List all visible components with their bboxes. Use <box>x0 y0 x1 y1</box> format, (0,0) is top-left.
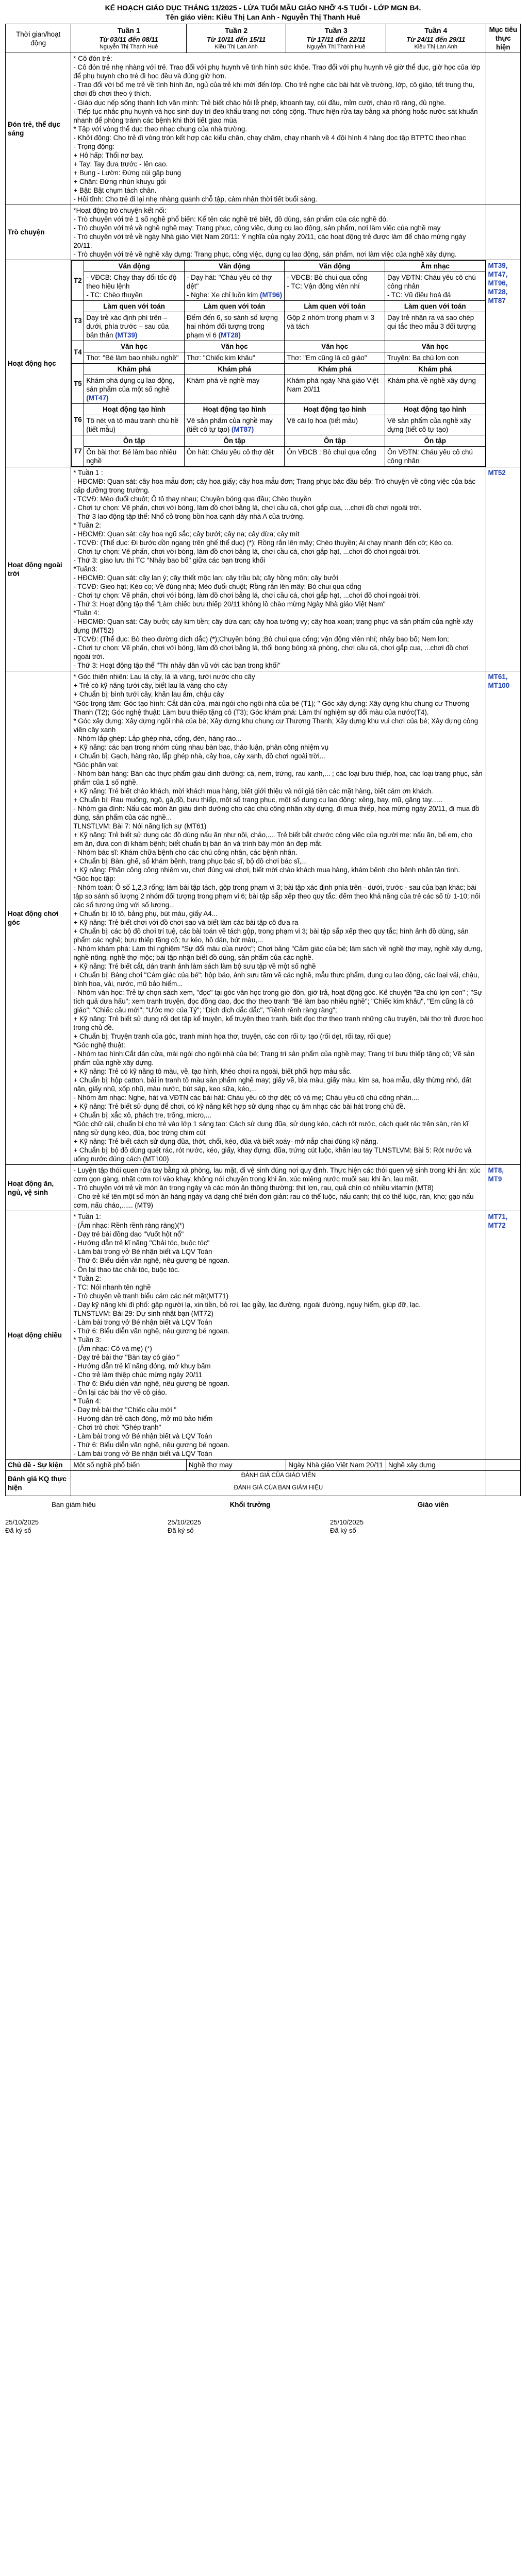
content-line: * Tuần 2: <box>73 1274 101 1282</box>
lesson-cell <box>285 312 385 341</box>
content-line: *Góc chữ cái, chuẩn bị cho trẻ vào lớp 1 sáng tạo: Cách sử dụng đũa, sử dụng kéo, cách rót nước, cách quét rác trên sàn, rèn kĩ năng sử dụng kéo, đũa, bóc trứng chim cút <box>73 1120 469 1137</box>
role-giao-vien: Giáo viên <box>417 1500 449 1509</box>
content-line: + Chuẩn bị: xắc xô, phách tre, trống, micro,... <box>73 1111 211 1120</box>
content-line: + Chuẩn bị: lô tô, bảng phụ, bút màu, giấy A4... <box>73 909 218 918</box>
lesson-subject: Ôn tập <box>385 435 485 447</box>
goal-code: (MT28) <box>218 331 241 339</box>
row-chieu <box>6 1211 521 1459</box>
content-line: * Tập với vòng thể dục theo nhạc chung của nhà trường. <box>73 125 248 133</box>
content-line: - Chơi tự chọn: Vẽ phấn, chơi với bóng, làm đồ chơi bằng lá, thổi bong bóng xà phòng, chơi cầu cá, chơi gắp cua, ...chơi đồ chơi ngoài trời. <box>73 644 469 661</box>
lesson-subject: Khám phá <box>385 363 485 375</box>
content-line: *Tuần 4: <box>73 609 100 617</box>
lesson-content-row <box>72 415 485 435</box>
lesson-subject: Văn động <box>285 260 385 272</box>
week-3-teacher: Nguyễn Thị Thanh Huê <box>307 44 366 50</box>
content-line: + Kỹ năng: Trẻ biết sử dụng các đồ dùng nấu ăn như nồi, chảo,.... Trẻ biết bắt chước công việc của người mẹ: nấu ăn, bế em, cho em ăn, đưa con đi khám bệnh; biết chuẩn bị bàn ăn và trình bày món ăn đẹp mắt. <box>73 831 472 848</box>
lesson-text: Thơ: "Bé làm bao nhiêu nghề" <box>86 353 179 362</box>
topic-week-2: Nghề thợ may <box>186 1459 286 1470</box>
content-line: + Chuẩn bị: bộ đồ dùng quét rác, rót nước, kéo, giấy, khay đựng, đũa, trứng cút luộc, khăn lau tay TLNSTLVM: Bài 5: Rót nước và uống nước đúng cách (MT100) <box>73 1146 472 1163</box>
content-line: - TCVĐ: Gieo hạt; Kéo co; Về đúng nhà; Mèo đuổi chuột; Rồng rắn lên mây; Bò chui qua cổng <box>73 583 361 591</box>
topic-week-3: Ngày Nhà giáo Việt Nam 20/11 <box>286 1459 386 1470</box>
content-line: - Nhóm tạo hình:Cắt dán cửa, mái ngói cho ngôi nhà của bé; Trang trí sản phẩm của nghề may; Trang trí bưu thiếp tặng cô; Vẽ sản phẩm của nghề xây dựng. <box>73 1050 475 1067</box>
content-line: - Trò chuyện với trẻ về món ăn trong ngày và các món ăn thông thường: thịt lợn, rau, quả chín có nhiều vitamin (MT8) <box>73 1184 434 1192</box>
lesson-text: Dạy trẻ xác định phí trên – dưới, phía trước – sau của bản thân <box>86 313 169 339</box>
content-line: - Làm bài trong vở Bé nhận biết và LQV Toán <box>73 1318 212 1326</box>
content-line: MT28, <box>488 287 508 296</box>
goal-code: (MT96) <box>260 291 283 299</box>
lesson-cell <box>84 352 185 363</box>
lesson-cell <box>385 375 485 403</box>
board-evaluation: ĐÁNH GIÁ CỦA BAN GIÁM HIỆU <box>234 1485 323 1492</box>
row-label: Trò chuyện <box>6 205 71 260</box>
lesson-subject: Làm quen với toán <box>385 300 485 312</box>
lesson-subject: Làm quen với toán <box>285 300 385 312</box>
content-line: - Nhóm văn học: Trẻ tự chọn sách xem, "đọc" tại góc văn học trong giờ đón, giờ trả, hoạt động góc. Kể chuyện "Ba chú lợn con" ; "Sự tích quả dưa hấu"; xem tranh truyện, đọc đồng dao, đọc thơ theo tranh "Bé làm bao nhiêu nghề"; "Chiếc kim khâu", "Em cũng là cô giáo"; "Chiếc cầu mới"; "Ước mơ của Tý"; "Dịch dịch dắc dắc", "Rềnh rềnh ràng ràng"; <box>73 989 483 1014</box>
lesson-cell <box>285 352 385 363</box>
lesson-cell <box>184 447 285 467</box>
content-line: - Chơi tự chọn: Vẽ phấn, chơi với bóng, làm đồ chơi bằng lá, chơi cầu cá, chơi gắp hạt, ...chơi đồ chơi ngoài trời. <box>73 548 420 556</box>
row-goals <box>486 1459 520 1470</box>
row-content <box>71 467 486 671</box>
lesson-text: - TC: Vũ điệu hoá đá <box>387 291 451 299</box>
content-line: + Chân: Đứng nhún khuỵu gối <box>73 177 166 185</box>
content-line: - Hướng dẫn trẻ kĩ năng "Chải tóc, buộc tóc" <box>73 1239 210 1247</box>
weekday-label: T6 <box>72 404 84 435</box>
content-line: * Góc xây dựng: Xây dựng ngôi nhà của bé; Xây dựng khu chung cư Thượng Thanh; Xây dựng khu vui chơi của bé; Xây dựng công viên cây xanh <box>73 717 478 734</box>
document-title <box>5 3 521 22</box>
signature-dates <box>5 1509 521 1535</box>
content-line: + Chuẩn bị: Truyện tranh của góc, tranh minh họa thơ, truyện, các con rối tự tạo (rối dẹt, rối tay, rối que) <box>73 1032 391 1041</box>
content-line: - Nhóm toán: Ô số 1,2,3 rổng; làm bài tập tách, gộp trong phạm vi 3; bài tập xác định phía trên - dưới, trước - sau của bạn khác; bài tập so sánh số lượng 2 nhóm đối tượng trong phạm vi 6; bài tập sắp xếp theo quy tắc; đếm theo khả năng của trẻ các số từ 1-10; nối các số tương ứng với số lượng... <box>73 883 481 909</box>
signature-date: 25/10/2025 <box>5 1518 39 1526</box>
content-line: + Kỹ năng: Trẻ biết chơi với đồ chơi sao và biết làm các bài tập cô đưa ra <box>73 918 299 926</box>
weekday-label: T3 <box>72 300 84 341</box>
content-line: MT72 <box>488 1222 506 1230</box>
lesson-text: Khám phá về nghề may <box>186 376 260 384</box>
content-line: - Thứ 3: giao lưu thi TC "Nhảy bao bố" giữa các bạn trong khối <box>73 556 265 565</box>
weekday-label: T2 <box>72 260 84 300</box>
lesson-subject: Khám phá <box>184 363 285 375</box>
row-content <box>71 1211 486 1459</box>
content-line: - Làm bài trong vở Bé nhận biết và LQV Toán <box>73 1432 212 1440</box>
lesson-subject-row <box>72 341 485 352</box>
row-goals <box>486 1470 520 1496</box>
row-content <box>71 671 486 1165</box>
week-4-name: Tuần 4 <box>424 26 448 35</box>
lesson-text: - Dạy hát: "Cháu yêu cô thợ dệt" <box>186 273 272 290</box>
content-line: + Kỹ năng: Trẻ có kỹ năng tô màu, vẽ, tạo hình, khéo chơi ra ngoài, biết phối hợp màu sắc. <box>73 1067 352 1076</box>
row-goals <box>486 53 520 205</box>
lesson-content-row <box>72 375 485 403</box>
row-label: Chủ đề - Sự kiện <box>6 1459 71 1470</box>
lesson-cell <box>385 352 485 363</box>
lesson-text: Ôn VĐTN: Cháu yêu cô chú công nhân <box>387 448 473 465</box>
lesson-cell <box>184 272 285 300</box>
lesson-subject-row <box>72 260 485 272</box>
content-line: + Trẻ có kỹ năng tưới cây, biết lau lá vàng cho cây <box>73 682 227 690</box>
content-line: - Nhóm lắp ghép: Lắp ghép nhà, cổng, đèn, hàng rào... <box>73 734 242 742</box>
row-label: Hoạt động chiều <box>6 1211 71 1459</box>
content-line: - Ôn lại các bài thơ về cô giáo. <box>73 1388 167 1396</box>
row-tro-chuyen <box>6 205 521 260</box>
topic-week-4: Nghề xây dựng <box>386 1459 486 1470</box>
content-line: + Bụng - Lườn: Đứng cúi gập bụng <box>73 168 182 177</box>
lesson-cell <box>84 312 185 341</box>
row-ngoai-troi <box>6 467 521 671</box>
week-1-teacher: Nguyễn Thị Thanh Huê <box>99 44 158 50</box>
lesson-subject: Ôn tập <box>285 435 385 447</box>
content-line: - Thứ 3 lao động tập thể: Nhổ cỏ trong bồn hoa cạnh dãy nhà A của trường. <box>73 513 305 521</box>
content-line: *Góc trọng tâm: Góc tạo hình: Cắt dán cửa, mái ngói cho ngôi nhà của bé (T1); " Góc xây dựng: Xây dựng khu chung cư Thương Thanh (T2); Góc nghệ thuật: Làm bưu thiếp tặng cô (T3); Góc khám phá: Làm thí nghiệm sự đổi màu của nước(T4). <box>73 699 470 716</box>
row-content <box>71 1165 486 1211</box>
lesson-subject: Ôn tập <box>184 435 285 447</box>
content-line: * Tuần 1 : <box>73 469 103 477</box>
row-label: Đánh giá KQ thực hiện <box>6 1470 71 1496</box>
content-line: MT61, <box>488 673 508 681</box>
content-line: - HĐCMĐ: Quan sát: Cây bưởi; cây kim tiền; cây dừa cạn; cây hoa tường vy; cây hoa xoan; trang phục và sản phẩm của nghề xây dựng (MT52) <box>73 618 473 635</box>
plan-table <box>5 24 521 1496</box>
content-line: - Trao đổi với bố mẹ trẻ về tình hình ăn, ngủ của trẻ khi mới đến lớp. Cho trẻ nghe các bài hát về trường, lớp, cô giáo, tết trung thu, chơi đồ chơi theo ý thích. <box>73 81 475 98</box>
content-line: + Hô hấp: Thổi nơ bay. <box>73 151 144 159</box>
content-line: * Tuần 1: <box>73 1213 101 1221</box>
week-3-name: Tuần 3 <box>324 26 348 35</box>
lesson-text: Dạy trẻ nhận ra và sao chép qui tắc theo mẫu 3 đối tượng <box>387 313 476 330</box>
lesson-subject: Văn học <box>285 341 385 352</box>
content-line: - Trò chuyện với trẻ 1 số nghề phổ biến: Kể tên các nghề trẻ biết, đồ dùng, sản phẩm của các nghề đó. <box>73 215 388 223</box>
lesson-text: - TC: Vận động viên nhí <box>287 282 360 290</box>
row-goals <box>486 205 520 260</box>
content-line: - Hướng dẫn trẻ cách đóng, mở mũ bảo hiểm <box>73 1414 213 1422</box>
row-label: Hoạt động chơi góc <box>6 671 71 1165</box>
signature-status: Đã ký số <box>5 1527 31 1535</box>
content-line: *Tuần3: <box>73 565 97 573</box>
content-line: + Kỹ năng: Trẻ biết cắt, dán tranh ảnh làm sách làm bộ sưu tập về một số nghề <box>73 962 316 970</box>
lesson-cell <box>385 447 485 467</box>
row-goals <box>486 671 520 1165</box>
lesson-text: Thơ: "Em cũng là cô giáo" <box>287 353 367 362</box>
content-line: + Kỹ năng: Phân công công nhiệm vụ, chơi đúng vai chơi, biết mời chào khách mua hàng, khám bệnh cho bệnh nhân tận tình. <box>73 866 460 874</box>
lesson-text: - VĐCB: Bò chui qua cổng <box>287 273 368 281</box>
content-line: * Tuần 3: <box>73 1335 101 1344</box>
content-line: + Kỹ năng: Trẻ biết sử dụng rối dẹt tập kể truyện, kể truyện theo tranh, biết đọc thơ theo tranh những câu truyện, bài thơ trẻ được học trong chủ đề. <box>73 1015 483 1032</box>
week-1-name: Tuần 1 <box>117 26 140 35</box>
evaluation-cell <box>71 1470 486 1496</box>
content-line: *Hoạt động trò chuyện kết nối: <box>73 206 167 214</box>
lesson-cell <box>84 272 185 300</box>
content-line: - Khởi động: Cho trẻ đi vòng tròn kết hợp các kiểu chân, chạy chậm, chạy nhanh về 4 đội hình 4 hàng dọc tập BTPTC theo nhạc <box>73 133 466 142</box>
content-line: - Trò chuyện với trẻ về ngày Nhà giáo Việt Nam 20/11: Ý nghĩa của ngày 20/11, các hoạt động trẻ được làm để chào mừng ngày 20/11. <box>73 232 466 249</box>
lesson-subject: Hoạt động tạo hình <box>184 404 285 415</box>
lesson-cell <box>184 375 285 403</box>
content-line: *Góc học tập: <box>73 874 116 883</box>
role-ban-giam-hieu: Ban giám hiệu <box>52 1500 96 1509</box>
content-line: - Nhóm âm nhạc: Nghe, hát và VĐTN các bài hát: Cháu yêu cô thợ dệt; cô và mẹ; Cháu yêu cô chú công nhân.... <box>73 1094 419 1102</box>
content-line: - Làm bài trong vở Bé nhận biết và LQV Toán <box>73 1449 212 1458</box>
content-line: MT47, <box>488 270 508 278</box>
row-don-tre <box>6 53 521 205</box>
lesson-cell <box>184 312 285 341</box>
content-line: - Cho trẻ kể tên một số món ăn hàng ngày và dạng chế biến đơn giản: rau có thể luộc, nấu canh; thịt có thể luộc, rán, kho; gạo nấu cơm, nấu cháo,...... (MT9) <box>73 1193 474 1210</box>
role-khoi-truong: Khối trưởng <box>229 1500 271 1509</box>
content-line: - Luyện tập thói quen rửa tay bằng xà phòng, lau mặt, đi vệ sinh đúng nơi quy định. Thực hiện các thói quen vệ sinh trong khi ăn: xúc cơm gọn gàng, nhặt cơm rơi vào khay, không nói chuyện trong khi ăn, xúc miệng nước muối sau khi ăn, lau mặt. <box>73 1166 481 1183</box>
lesson-text: Truyện: Ba chú lợn con <box>387 353 459 362</box>
lesson-text: Vẽ cái lọ hoa (tiết mẫu) <box>287 417 358 425</box>
week-4-date: Từ 24/11 đến 29/11 <box>406 35 466 43</box>
lesson-cell <box>385 415 485 435</box>
content-line: - Chơi tự chọn: Vẽ phấn, chơi với bóng, làm đồ chơi bằng lá, chơi cầu cá, chơi gắp cua, ...chơi đồ chơi ngoài trời. <box>73 504 422 512</box>
content-line: - (Âm nhạc: Cô và mẹ) (*) <box>73 1344 152 1352</box>
content-line: * Tuần 2: <box>73 521 101 530</box>
lesson-text: Vẽ sản phẩm của nghề xây dựng (tiết cô tự tạo) <box>387 417 471 434</box>
content-line: - Ôn lại thao tác chải tóc, buộc tóc. <box>73 1265 180 1274</box>
content-line: - Thứ 6: Biểu diễn văn nghệ, nêu gương bé ngoan. <box>73 1257 230 1265</box>
lesson-content-row <box>72 447 485 467</box>
week-1-header <box>71 24 187 53</box>
teacher-evaluation: ĐÁNH GIÁ CỦA GIÁO VIÊN <box>241 1472 316 1479</box>
content-line: - HĐCMĐ: Quan sát: cây hoa mẫu đơn; cây hoa giấy; cây hoa mẫu đơn; Trang phục bác đầu bếp; Trò chuyện về công việc của bác cấp dưỡng trong trường. <box>73 478 476 495</box>
goals-header: Mục tiêu thực hiện <box>486 24 520 53</box>
content-line: - Cho trẻ làm thiệp chúc mừng ngày 20/11 <box>73 1370 203 1379</box>
content-line: - Nhóm bán hàng: Bán các thực phẩm giàu dinh dưỡng: cá, nem, trứng, rau xanh,... ; các loại bưu thiếp, hoa, các loại trang phục, sản phẩm của 1 số nghề. <box>73 769 483 786</box>
row-content <box>71 205 486 260</box>
lesson-cell <box>285 272 385 300</box>
content-line: - Nhóm bác sĩ: Khám chữa bệnh cho các chú công nhân, các bệnh nhân. <box>73 848 298 856</box>
lesson-text: Khám phá ngày Nhà giáo Việt Nam 20/11 <box>287 376 379 393</box>
lesson-subject: Làm quen với toán <box>84 300 185 312</box>
content-line: - (Âm nhạc: Rềnh rềnh ràng ràng)(*) <box>73 1222 185 1230</box>
content-line: *Góc nghệ thuật: <box>73 1041 125 1049</box>
row-goals <box>486 1165 520 1211</box>
lesson-text: Thơ: "Chiếc kim khâu" <box>186 353 255 362</box>
lesson-subject: Văn học <box>385 341 485 352</box>
signature-block <box>168 1518 281 1535</box>
lesson-grid <box>71 260 486 467</box>
week-4-teacher: Kiều Thị Lan Anh <box>414 44 458 50</box>
lesson-subject: Khám phá <box>285 363 385 375</box>
signature-status: Đã ký số <box>168 1527 194 1535</box>
lesson-text: Vẽ sản phẩm của nghề may (tiết cô tự tạo) <box>186 417 273 434</box>
content-line: + Chuẩn bị: các bộ đồ chơi trí tuệ, các bài toán về tách gộp, trong phạm vi 3; bài tập sắp xếp theo quy tắc; hình ảnh đồ dùng, sản phẩm các nghề; bưu thiếp tặng cô; tư kéo, hồ dán, bút màu,... <box>73 927 469 944</box>
signature-date: 25/10/2025 <box>330 1518 364 1526</box>
row-label: Hoạt động học <box>6 260 71 467</box>
signature-roles <box>5 1496 521 1509</box>
lesson-subject-row <box>72 300 485 312</box>
content-line: + Kỹ năng: Trẻ biết sử dụng để chơi, có kỹ năng kết hợp sử dụng nhạc cụ âm nhạc các bài hát trong chủ đề. <box>73 1103 406 1111</box>
goal-code: (MT87) <box>232 426 254 434</box>
lesson-subject: Văn học <box>184 341 285 352</box>
content-line: - HĐCMĐ: Quan sát: cây hoa ngũ sắc; cây bưởi; cây na; cây dừa; cây mít <box>73 530 300 538</box>
lesson-subject: Hoạt động tạo hình <box>84 404 185 415</box>
content-line: - Thứ 6: Biểu diễn văn nghệ, nêu gương bé ngoan. <box>73 1379 230 1387</box>
content-line: - Nhóm gia đình: Nấu các món ăn giàu dinh dưỡng cho các chú công nhân xây dựng, đi mua thiếp, hoa mừng ngày 20/11, đi mua đồ dùng, sản phẩm của các nghề... <box>73 804 480 821</box>
content-line: - Thứ 6: Biểu diễn văn nghệ, nêu gương bé ngoan. <box>73 1440 230 1449</box>
content-line: * Cô đón trẻ: <box>73 55 112 63</box>
content-line: + Kỹ năng: Trẻ biết cách sử dụng đũa, thớt, chổi, kéo, đũa và biết xoáy- mở nắp chai đúng kỹ năng. <box>73 1138 378 1146</box>
content-line: - Trọng động: <box>73 142 115 150</box>
lesson-subject-row <box>72 363 485 375</box>
content-line: - TC: Nói nhanh tên nghề <box>73 1283 151 1291</box>
lesson-content-row <box>72 312 485 341</box>
lesson-text: - VĐCB: Chạy thay đổi tốc độ theo hiệu lệnh <box>86 273 177 290</box>
lesson-subject: Hoạt động tạo hình <box>285 404 385 415</box>
time-header: Thời gian/hoạt động <box>6 24 71 53</box>
content-line: MT39, <box>488 261 508 269</box>
goal-code: (MT39) <box>115 331 138 339</box>
content-line: - Thứ 3: Hoạt động tập thể "Thi nhảy dân vũ với các bạn trong khối" <box>73 662 280 670</box>
content-line: MT8, MT9 <box>488 1166 504 1183</box>
row-danh-gia <box>6 1470 521 1496</box>
content-line: MT96, <box>488 279 508 287</box>
row-hoat-dong-hoc <box>6 260 521 467</box>
content-line: + Tay: Tay đưa trước - lên cao. <box>73 160 168 168</box>
lesson-subject-row <box>72 435 485 447</box>
content-line: + Chuẩn bị: Bảng chơi "Cảm giác của bé"; hộp báo, ảnh sưu tầm về các nghề, mẫu thực phẩm, dụng cụ lao động, các loại vải, chậu, bình hoa, vải, nước, mũ bảo hiểm... <box>73 971 480 988</box>
lesson-cell <box>285 447 385 467</box>
week-3-header <box>286 24 386 53</box>
lesson-text: Dạy VĐTN: Cháu yêu cô chú công nhân <box>387 273 476 290</box>
content-line: - Hướng dẫn trẻ kĩ năng đóng, mở khuy bấm <box>73 1362 211 1370</box>
content-line: - Trò chuyện với trẻ về nghề xây dựng: Trang phục, công việc, dụng cụ lao động, sản phẩm, nơi làm việc của nghề xây dựng. <box>73 250 457 258</box>
lesson-text: Gộp 2 nhóm trong phạm vi 3 và tách <box>287 313 375 330</box>
content-line: - Thứ 3: Hoạt động tập thể "Làm chiếc bưu thiếp 20/11 không lồ chào mừng Ngày Nhà giáo Việt Nam" <box>73 600 386 608</box>
content-line: MT100 <box>488 682 510 690</box>
weekday-label: T7 <box>72 435 84 467</box>
signature-status: Đã ký số <box>330 1527 356 1535</box>
lesson-cell <box>84 415 185 435</box>
lesson-subject: Ôn tập <box>84 435 185 447</box>
signature-block <box>5 1518 119 1535</box>
content-line: * Góc thiên nhiên: Lau lá cây, lá lá vàng, tưới nước cho cây <box>73 673 255 681</box>
content-line: - Cô đón trẻ nhẹ nhàng với trẻ. Trao đổi với phụ huynh về tình hình sức khỏe. Trao đổi với phụ huynh về giờ thể dục, giờ học của lớp để phụ huynh cho trẻ đi học đều và đúng giờ hơn. <box>73 63 481 80</box>
lesson-subject: Văn động <box>84 260 185 272</box>
content-line: MT71, <box>488 1213 508 1221</box>
row-goals <box>486 1211 520 1459</box>
row-label: Hoạt động ăn, ngủ, vệ sinh <box>6 1165 71 1211</box>
content-line: - TCVĐ: (Thể dục: Bò theo đường dích dắc) (*);Chuyền bóng ;Bò chui qua cổng; vận động viên nhí; nhảy bao bố; Nem lon; <box>73 635 449 643</box>
lesson-subject: Khám phá <box>84 363 185 375</box>
content-line: + Chuẩn bị: bình tưới cây, khăn lau ẩm, chậu cây <box>73 690 224 699</box>
header-row <box>6 24 521 53</box>
lesson-subject: Âm nhạc <box>385 260 485 272</box>
content-line: * Tuần 4: <box>73 1397 101 1405</box>
week-2-teacher: Kiều Thị Lan Anh <box>214 44 258 50</box>
lesson-cell <box>84 447 185 467</box>
content-line: - HĐCMĐ: Quan sát: cây lan ý; cây thiết mộc lan; cây trầu bà; cây hồng môn; cây bưởi <box>73 574 338 582</box>
week-2-header <box>186 24 286 53</box>
lesson-subject: Hoạt động tạo hình <box>385 404 485 415</box>
content-line: MT87 <box>488 296 506 304</box>
content-line: TLNSTLVM: Bài 7: Nói năng lịch sự (MT61) <box>73 822 207 830</box>
content-line: - Dạy trẻ bài thơ "Bàn tay cô giáo " <box>73 1353 180 1361</box>
lesson-text: Khám phá về nghề xây dựng <box>387 376 476 384</box>
lesson-text: - Nghe: Xe chỉ luồn kim <box>186 291 260 299</box>
row-label: Hoạt động ngoài trời <box>6 467 71 671</box>
content-line: + Chuẩn bị: Gạch, hàng rào, lắp ghép nhà, cây hoa, cây xanh, đồ chơi ngoài trời... <box>73 752 325 760</box>
week-2-name: Tuần 2 <box>225 26 248 35</box>
content-line: - Dạy trẻ bài thơ "Chiếc cầu mới " <box>73 1405 177 1414</box>
content-line: - Trò chuyện với trẻ về nghề nghề may: Trang phục, công việc, dụng cụ lao động, sản phẩm, nơi làm việc của nghề may <box>73 224 441 232</box>
content-line: - Chơi tự chọn: Vẽ phấn, chơi với bóng, làm đồ chơi bằng lá, chơi cầu cá, chơi gắp hạt, ...chơi đồ chơi ngoài trời. <box>73 591 420 600</box>
row-an-ngu <box>6 1165 521 1211</box>
content-line: - Tiếp tục nhắc phụ huynh và học sinh duy trì đeo khẩu trang nơi công cộng. Thực hiện rửa tay bằng xà phòng hoặc nước sát khuẩn nhanh để phòng tránh các bệnh khi thời tiết giao mùa <box>73 107 478 124</box>
lesson-cell <box>184 352 285 363</box>
lesson-text: Đếm đến 6, so sánh số lượng hai nhóm đối tượng trong phạm vi 6 <box>186 313 278 339</box>
row-label: Đón trẻ, thể dục sáng <box>6 53 71 205</box>
content-line: MT52 <box>488 469 506 477</box>
content-line: - Trò chuyện về tranh biểu cảm các nét mặt(MT71) <box>73 1292 229 1300</box>
lesson-content-row <box>72 352 485 363</box>
content-line: - Làm bài trong vở Bé nhận biết và LQV Toán <box>73 1248 212 1256</box>
lesson-text: Ôn VĐCB : Bò chui qua cổng <box>287 448 376 456</box>
content-line: - Hồi tĩnh: Cho trẻ đi lại nhẹ nhàng quanh chỗ tập, cảm nhận thời tiết buổi sáng. <box>73 195 317 203</box>
row-content <box>71 53 486 205</box>
title-line: KẾ HOẠCH GIÁO DỤC THÁNG 11/2025 - LỨA TUỔI MẪU GIÁO NHỠ 4-5 TUỔI - LỚP MGN B4. <box>105 4 421 12</box>
content-line: + Bật: Bật chụm tách chân. <box>73 186 157 194</box>
week-2-date: Từ 10/11 đến 15/11 <box>206 35 266 43</box>
lesson-text: Ôn hát: Cháu yêu cô thợ dệt <box>186 448 274 456</box>
lesson-text: Khám phá dụng cụ lao động, sản phẩm của một số nghề <box>86 376 175 393</box>
lesson-subject-row <box>72 404 485 415</box>
content-line: - Nhóm khám phá: Làm thí nghiệm "Sự đổi màu của nước"; Chơi bảng "Cảm giác của bé; làm sách về nghề thợ may, nghề xây dựng, nghề nông, nghề thợ mộc; bài tập nhận biết đồ dùng, sản phẩm của các nghề. <box>73 944 483 961</box>
lesson-cell <box>385 312 485 341</box>
content-line: - Thứ 6: Biểu diễn văn nghệ, nêu gương bé ngoan. <box>73 1327 230 1335</box>
week-3-date: Từ 17/11 đến 22/11 <box>306 35 366 43</box>
lesson-subject: Làm quen với toán <box>184 300 285 312</box>
weekday-label: T4 <box>72 341 84 363</box>
content-line: + Chuẩn bị: hộp catton, bài in tranh tô màu sản phẩm nghề may; giấy vẽ, bìa màu, giấy màu, kim sa, hoa mẫu, dây thừng nhỏ, đất nặn, giấy nhũ, xốp nhũ, màu nước, bút sáp, keo sữa, kéo,... <box>73 1076 471 1093</box>
content-line: - Chơi trò chơi: "Ghép tranh" <box>73 1423 161 1431</box>
lesson-cell <box>385 272 485 300</box>
goal-code: (MT47) <box>86 394 109 402</box>
row-goals <box>486 467 520 671</box>
content-line: - Dạy trẻ bài đồng dao "Vuốt hột nổ" <box>73 1230 184 1239</box>
lesson-text: Tô nét và tô màu tranh chú hề (tiết mẫu) <box>86 417 179 434</box>
content-line: - Giáo dục nếp sống thanh lịch văn minh: Trẻ biết chào hỏi lễ phép, khoanh tay, cúi đầu, mỉm cười, chào rõ ràng, đủ nghe. <box>73 98 446 107</box>
lesson-content-row <box>72 272 485 300</box>
signature-block <box>330 1518 443 1535</box>
content-line: TLNSTLVM: Bài 29: Dự sinh nhật bạn (MT72) <box>73 1309 213 1317</box>
week-4-header <box>386 24 486 53</box>
week-1-date: Từ 03/11 đến 08/11 <box>99 35 158 43</box>
content-line: - TCVĐ: Mèo đuổi chuột; Ô tô thay nhau; Chuyền bóng qua đầu; Chèo thuyền <box>73 495 311 503</box>
content-line: - TCVĐ: (Thể dục: Đi bước dồn ngang trên ghế thể dục) (*); Rồng rắn lên mây; Chèo thuyền; Ai chạy nhanh đến cờ; Kéo co. <box>73 539 453 547</box>
lesson-table <box>71 260 485 467</box>
content-line: *Góc phân vai: <box>73 760 119 769</box>
signature-date: 25/10/2025 <box>168 1518 202 1526</box>
topic-week-1: Một số nghề phổ biến <box>71 1459 187 1470</box>
lesson-text: - TC: Chèo thuyền <box>86 291 143 299</box>
lesson-cell <box>84 375 185 403</box>
subtitle-line: Tên giáo viên: Kiều Thị Lan Anh - Nguyễn Thị Thanh Huê <box>166 13 360 22</box>
content-line: + Kỹ năng: các bạn trong nhóm cùng nhau bàn bạc, thảo luận, phân công nhiệm vụ <box>73 743 329 751</box>
row-choi-goc <box>6 671 521 1165</box>
content-line: + Chuẩn bị: Bàn, ghế, sổ khám bệnh, trang phục bác sĩ, bộ đồ chơi bác sĩ,... <box>73 857 307 865</box>
content-line: + Kỹ năng: Trẻ biết chào khách, mời khách mua hàng, biết giới thiệu và nói giá tiền các mặt hàng, biết cảm ơn khách. <box>73 787 433 795</box>
weekday-label: T5 <box>72 363 84 403</box>
lesson-subject: Văn học <box>84 341 185 352</box>
lesson-cell <box>184 415 285 435</box>
lesson-subject: Văn động <box>184 260 285 272</box>
content-line: - Dạy kỹ năng khi đi phố: gặp người lạ, xin tiền, bỏ rơi, lạc giầy, lạc đường, ngoài đường, nguy hiểm, giúp đỡ, lạc. <box>73 1300 421 1309</box>
row-goals <box>486 260 520 467</box>
lesson-text: Ôn bài thơ: Bé làm bao nhiêu nghề <box>86 448 177 465</box>
lesson-cell <box>285 415 385 435</box>
lesson-cell <box>285 375 385 403</box>
row-chu-de <box>6 1459 521 1470</box>
content-line: + Chuẩn bị: Rau muống, ngô, gà,đồ, bưu thiếp, một số trang phục, một số dụng cụ lao động: xẻng, bay, mũ, găng tay...... <box>73 795 443 804</box>
